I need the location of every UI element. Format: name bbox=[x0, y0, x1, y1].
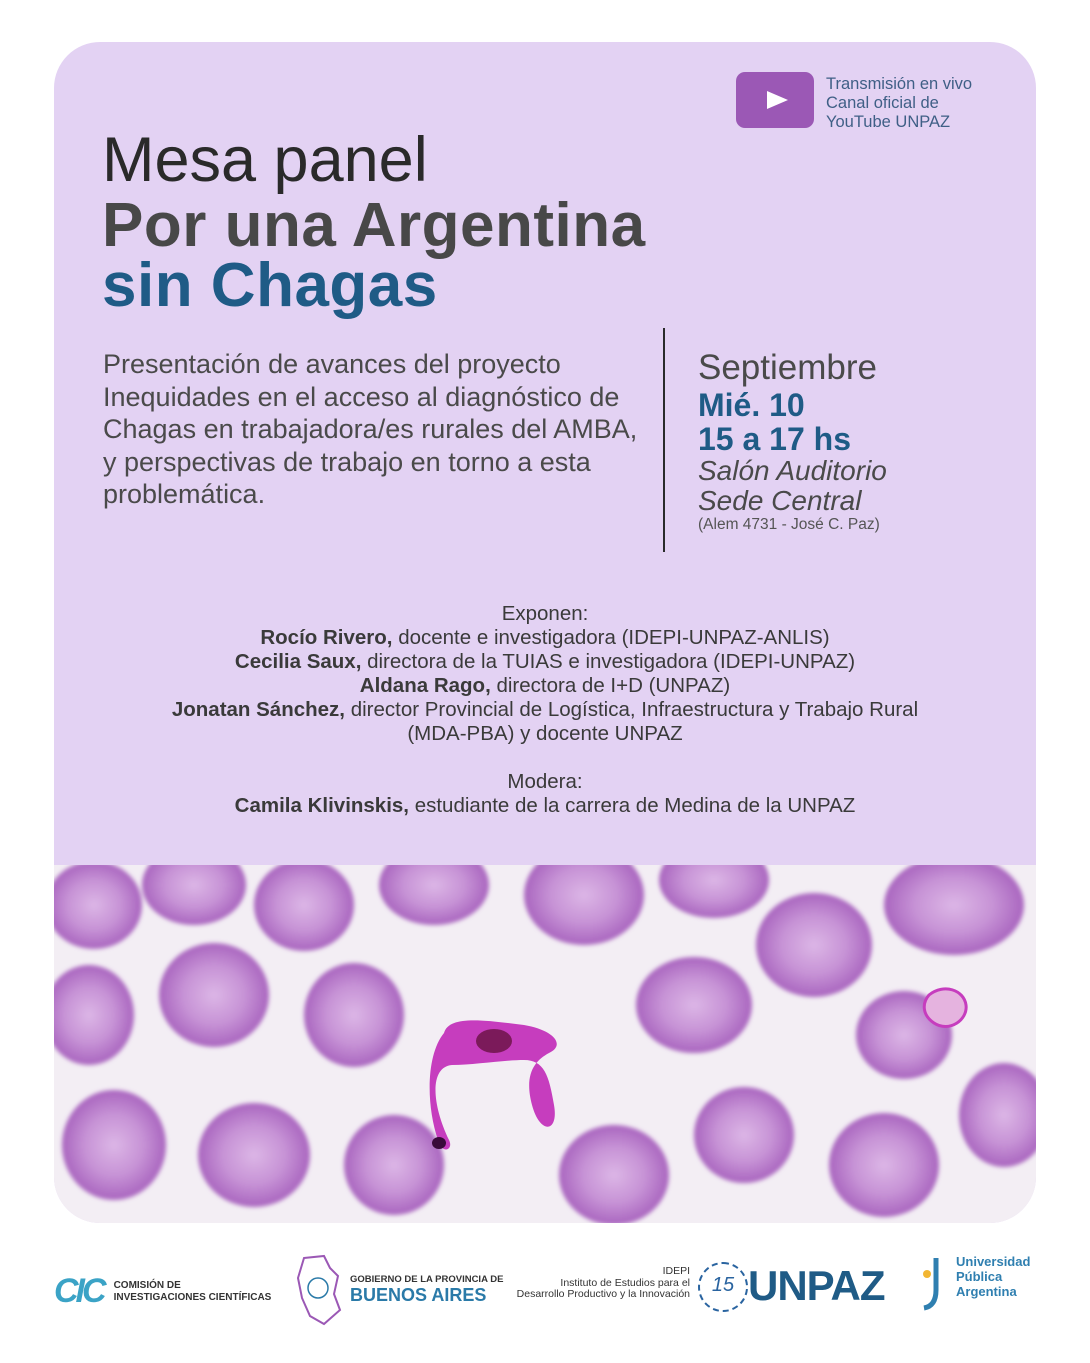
youtube-stream-link[interactable] bbox=[736, 72, 972, 132]
pba-big: BUENOS AIRES bbox=[350, 1285, 487, 1305]
event-description: Presentación de avances del proyecto Inequidades en el acceso al diagnóstico de Chagas en trabajadora/es rurales del AMBA, y perspectivas de trabajo en torno a esta problemática. bbox=[103, 349, 638, 509]
upa-mark-icon bbox=[920, 1254, 946, 1312]
cic-logo bbox=[54, 1272, 271, 1311]
moderator-heading: Modera: bbox=[507, 770, 583, 793]
stream-line: Transmisión en vivo bbox=[826, 75, 973, 93]
anniversary-badge: 15 bbox=[698, 1262, 748, 1312]
speaker-role: directora de I+D (UNPAZ) bbox=[490, 674, 731, 697]
speakers-heading: Exponen: bbox=[501, 602, 589, 625]
event-month: Septiembre bbox=[698, 348, 877, 387]
speaker-role: directora de la TUIAS e investigadora (IDEPI-UNPAZ) bbox=[361, 650, 856, 673]
title-mesa-panel: Mesa panel bbox=[102, 125, 428, 195]
event-schedule bbox=[698, 348, 887, 533]
cic-mark: CIC bbox=[54, 1272, 104, 1310]
title-main: Por una Argentina bbox=[102, 191, 646, 260]
speaker-item bbox=[54, 698, 1036, 722]
speaker-item bbox=[54, 626, 1036, 650]
speaker-role: docente e investigadora (IDEPI-UNPAZ-ANLIS) bbox=[392, 626, 830, 649]
unpaz-logo: UNPAZ bbox=[748, 1262, 885, 1309]
speaker-name: Aldana Rago, bbox=[359, 674, 491, 697]
speaker-item bbox=[54, 674, 1036, 698]
moderator-role: estudiante de la carrera de Medina de la UNPAZ bbox=[409, 794, 856, 817]
cic-name: COMISIÓN DE INVESTIGACIONES CIENTÍFICAS bbox=[113, 1279, 272, 1303]
speaker-role-cont: (MDA-PBA) y docente UNPAZ bbox=[407, 722, 683, 745]
event-address: (Alem 4731 - José C. Paz) bbox=[698, 516, 880, 533]
upa-logo: Universidad Pública Argentina bbox=[920, 1254, 1030, 1312]
footer-logos bbox=[0, 1240, 1090, 1340]
moderator-name: Camila Klivinskis, bbox=[234, 794, 410, 817]
blood-smear-image bbox=[54, 865, 1036, 1223]
event-hours: 15 a 17 hs bbox=[698, 421, 851, 457]
stream-info bbox=[826, 75, 972, 132]
pba-small: GOBIERNO DE LA PROVINCIA DE bbox=[350, 1274, 504, 1285]
event-venue: Salón Auditorio bbox=[698, 455, 887, 486]
speaker-role: director Provincial de Logística, Infraestructura y Trabajo Rural bbox=[345, 698, 919, 721]
stream-line: YouTube UNPAZ bbox=[826, 113, 951, 131]
event-day: Mié. 10 bbox=[698, 387, 805, 423]
speaker-item bbox=[54, 650, 1036, 674]
moderator-item bbox=[54, 794, 1036, 818]
pba-logo bbox=[294, 1254, 503, 1326]
title-highlight: sin Chagas bbox=[102, 251, 438, 320]
idepi-logo: IDEPI Instituto de Estudios para el Desarrollo Productivo y la Innovación bbox=[516, 1265, 690, 1300]
speakers-section bbox=[54, 602, 1036, 818]
event-card bbox=[54, 42, 1036, 1223]
divider bbox=[663, 328, 665, 552]
event-venue-building: Sede Central bbox=[698, 485, 862, 516]
speaker-name: Jonatan Sánchez, bbox=[171, 698, 346, 721]
stream-line: Canal oficial de bbox=[826, 94, 939, 112]
pba-map-icon bbox=[294, 1254, 342, 1326]
play-icon[interactable] bbox=[736, 72, 814, 128]
speaker-name: Rocío Rivero, bbox=[260, 626, 393, 649]
speaker-name: Cecilia Saux, bbox=[234, 650, 362, 673]
